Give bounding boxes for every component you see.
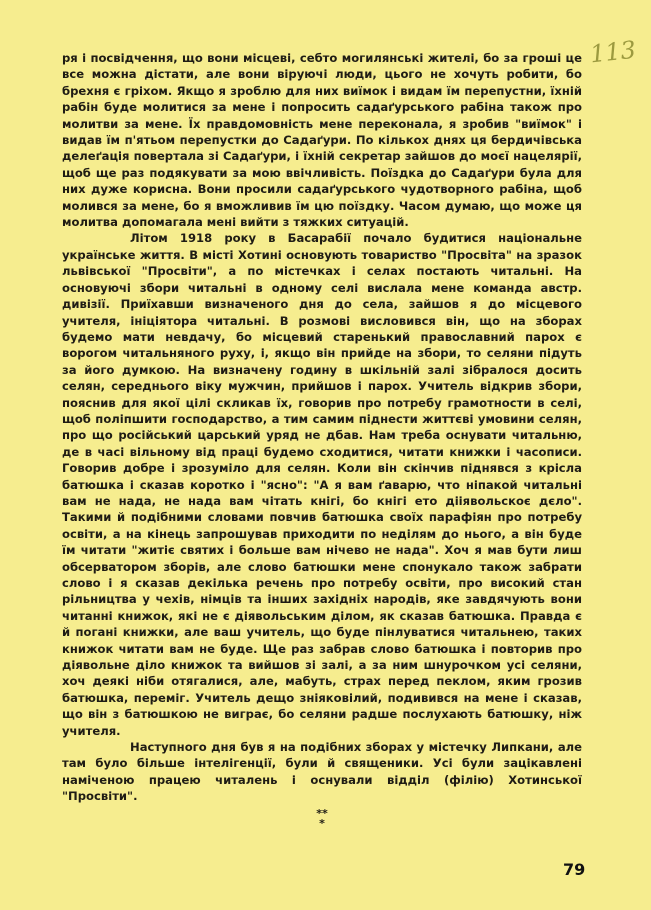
paragraph-readings-1918: Літом 1918 року в Басарабії почало будитися національне українське життя. В місті Хотині основують товариство "Просвіта" на зразок львівської "Просвіти", а по містечках і селах постають читальні. На основуючі збори читальні в одному селі вислала мене команда австр. дивізії. Приїхавши визначеного дня до села, зайшов я до місцевого учителя, ініціятора читальні. В розмові висловився він, що на зборах будемо мати невдачу, бо місцевий старенький православний парох є ворогом читальняного руху, і, якщо він прийде на збори, то селяни підуть за його думкою. На визначену годину в шкільній залі зібралося досить селян, середнього віку мужчин, прийшов і парох. Учитель відкрив збори, пояснив для якої цілі скликав їх, говорив про потребу грамотности в селі, щоб поліпшити господарство, а тим самим піднести життєві умовини селян, про що російський царський уряд не дбав. Нам треба оснувати читальню, де в часі вільному від праці будемо сходитися, читати книжки і часописи. Говорив добре і зрозуміло для селян. Коли він скінчив піднявся з крісла батюшка і сказав коротко і "ясно": "А я вам ґаварю, что ніпакой читальні вам не нада, не нада вам чітать кнігі, бо кнігі ето дііявольскоє дєло". Такими й подібними словами повчив батюшка своїх парафіян про потребу освіти, а на кінець запрошував приходити по неділям до нього, а він буде їм читати "житіє святих і больше вам нічево не нада". Хоч я мав бути лиш обсерватором зборів, але слово батюшки мене спонукало також забрати слово і я сказав декілька речень про потребу освіти, про високий стан рільництва у чехів, німців та інших західніх народів, яке завдячують вони читанні книжок, які не є діявольським ділом, як сказав батюшка. Правда є й погані книжки, але ваш учитель, що буде пінлуватися читальнею, таких книжок читати вам не буде. Ще раз забрав слово батюшка і повторив про діявольне діло книжок та вийшов зі залі, а за ним шнурочком усі селяни, хоч деякі ніби отягалися, але, мабуть, страх перед пеклом, яким грозив батюшка, переміг. Учитель дещо зніяковілий, подивився на мене і сказав, що він з батюшкою не виграє, бо селяни радше послухають батюшку, ніж учителя. <box>62 231 582 738</box>
paragraph-lipkany: Наступного дня був я на подібних зборах у містечку Липкани, але там було більше інтелігенції, були й священики. Усі були зацікавлені наміченою працею читалень і оснували відділ (філію) Хотинської "Просвіти". <box>62 740 582 804</box>
paragraph-continuation: ря і посвідчення, що вони місцеві, себто могилянські жителі, бо за гроші це все можна дістати, але вони віруючі люди, цього не хочуть робити, бо брехня є гріхом. Якщо я зроблю для них виїмок і видам їм перепустни, їхній рабін буде молитися за мене і попросить садаґурського рабіна також про молитви за мене. Їх правдомовність мене переконала, я зробив "виїмок" і видав їм п'ятьом перепустки до Садаґури. По кількох днях ця бердичівська делеґація повертала зі Садаґури, і їхній секретар зайшов до моєї нацелярії, щоб ще раз подякувати за мою ввічливість. Поїздка до Садаґури була для них дуже корисна. Вони просили садаґурського чудотворного рабіна, щоб молився за мене, бо я вможливив їм цю поїздку. Часом думаю, що може ця молитва допомагала мені вийти з тяжких ситуацій. <box>62 51 582 230</box>
section-separator <box>62 806 582 830</box>
separator-asterisks: ** * <box>316 806 328 830</box>
page-number: 79 <box>563 860 586 879</box>
archive-page-number: 113 <box>588 35 638 69</box>
page-body <box>62 50 582 829</box>
